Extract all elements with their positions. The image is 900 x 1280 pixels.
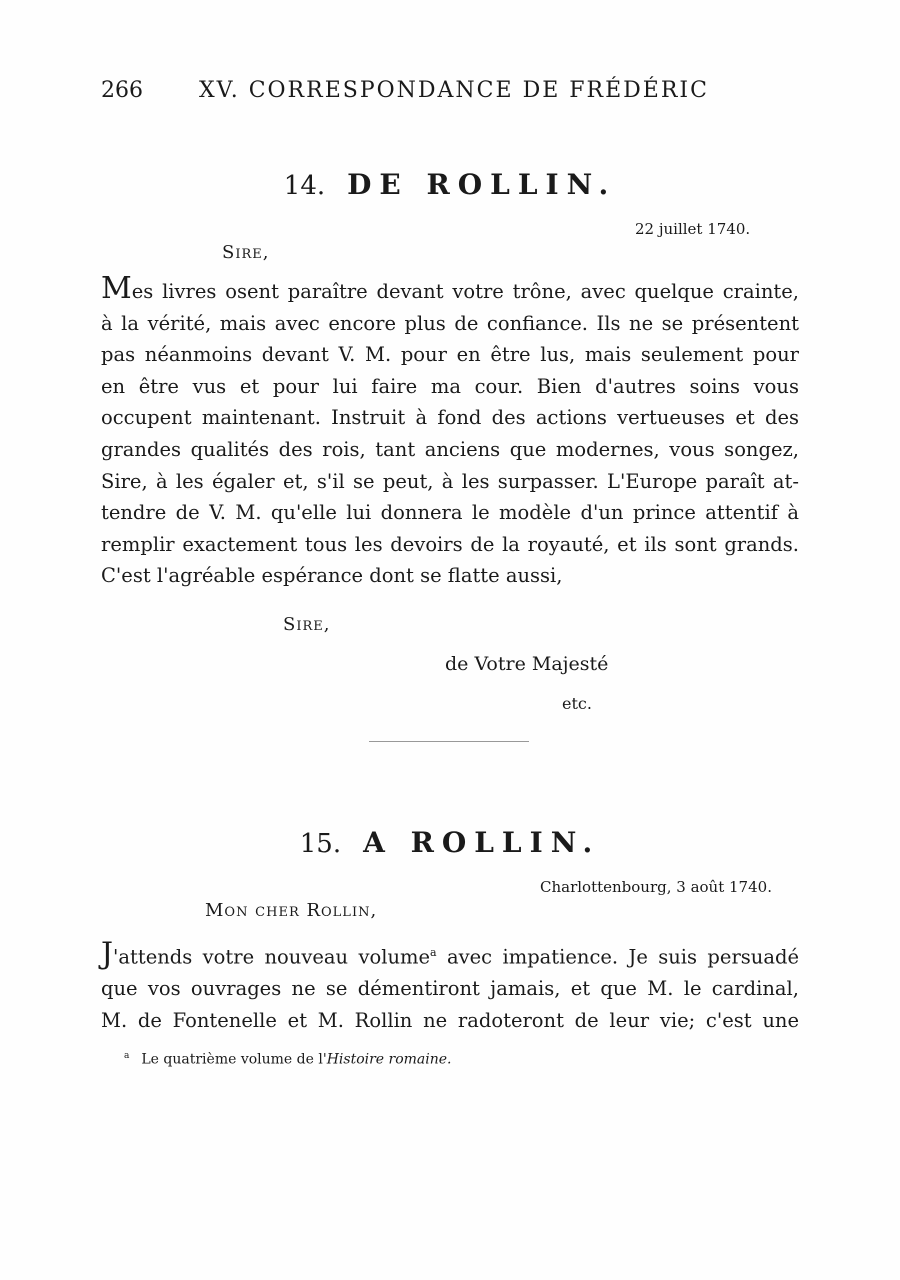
body-line: que vos ouvrages ne se démentiront jamais, et que M. le cardinal, [101, 977, 799, 1001]
body-line: grandes qualités des rois, tant anciens que modernes, vous songez, [101, 437, 799, 461]
body-line: Mes livres osent paraître devant votre trône, avec quelque crainte, [101, 271, 799, 306]
drop-cap: M [101, 271, 132, 306]
page-number: 266 [101, 78, 143, 103]
running-title: XV. CORRESPONDANCE DE FRÉDÉRIC [199, 78, 709, 103]
body-line: occupent maintenant. Instruit à fond des actions vertueuses et des [101, 406, 799, 430]
body-line: remplir exactement tous les devoirs de la royauté, et ils sont grands. [101, 532, 799, 556]
body-line: tendre de V. M. qu'elle lui donnera le modèle d'un prince attentif à [101, 501, 799, 525]
footnote-marker: a [124, 1051, 130, 1061]
letter-14-date: 22 juillet 1740. [635, 220, 751, 238]
footnote-ref: a [430, 946, 437, 959]
letter-15-number: 15. [299, 829, 342, 859]
body-line: M. de Fontenelle et M. Rollin ne radoteront de leur vie; c'est une [101, 1008, 799, 1032]
body-line: à la vérité, mais avec encore plus de confiance. Ils ne se présentent [101, 311, 799, 335]
letter-14-title: DE ROLLIN. [347, 168, 617, 201]
letter-15-title: A ROLLIN. [363, 826, 601, 859]
letter-14-etc: etc. [562, 694, 592, 713]
running-header [101, 78, 709, 103]
letter-15-date: Charlottenbourg, 3 août 1740. [540, 878, 772, 896]
letter-14-closing-salutation: Sire, [283, 614, 331, 635]
letter-14-number: 14. [283, 171, 326, 201]
drop-cap: J [101, 936, 114, 972]
letter-14-salutation: Sire, [222, 242, 270, 263]
body-line: pas néanmoins devant V. M. pour en être lus, mais seulement pour [101, 343, 799, 367]
letter-15-body [101, 937, 799, 1036]
letter-15-salutation: Mon cher Rollin, [205, 900, 378, 921]
letter-14-body [101, 271, 799, 592]
body-line: Sire, à les égaler et, s'il se peut, à les surpasser. L'Europe paraît at- [101, 469, 799, 493]
footnote [124, 1051, 452, 1068]
letter-15-heading [0, 826, 900, 859]
letter-14-heading [0, 168, 900, 201]
letter-14-closing-formula: de Votre Majesté [445, 653, 609, 675]
section-divider [369, 741, 529, 742]
body-line: C'est l'agréable espérance dont se flatte aussi, [101, 564, 563, 588]
footnote-source: Histoire romaine. [326, 1051, 452, 1068]
body-line: J'attends votre nouveau volume$^a$ avec impatience. Je suis persuadé [101, 936, 799, 972]
body-line: en être vus et pour lui faire ma cour. Bien d'autres soins vous [101, 374, 799, 398]
footnote-text: Le quatrième volume de l' [141, 1051, 327, 1068]
